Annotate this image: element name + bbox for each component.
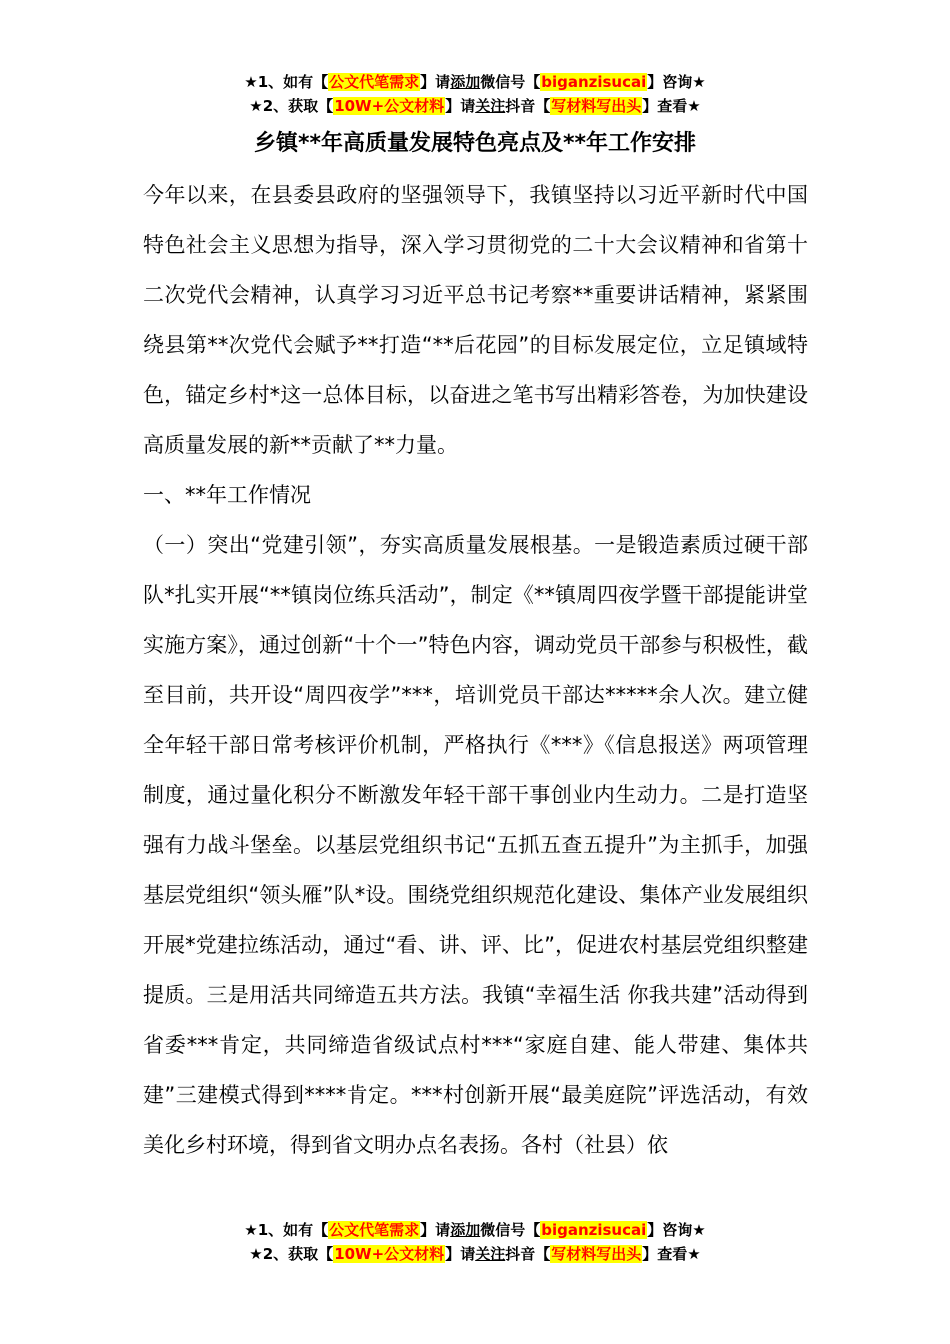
- promo-text: 】咨询★: [647, 1221, 706, 1239]
- promo-line-2: [0, 94, 950, 118]
- promo-underlined: 添加: [450, 1221, 481, 1239]
- promo-text: ★2、获取【: [249, 1245, 334, 1263]
- promo-douyin-id: 写材料写出头: [551, 97, 642, 115]
- promo-text: 抖音【: [505, 1245, 551, 1263]
- promo-text: 】请: [420, 73, 451, 91]
- promo-underlined: 添加: [450, 73, 481, 91]
- section-heading: 一、**年工作情况: [143, 483, 311, 507]
- document-body: [143, 170, 808, 1170]
- promo-underlined: 关注: [475, 1245, 506, 1263]
- promo-text: 抖音【: [505, 97, 551, 115]
- promo-douyin-id: 写材料写出头: [551, 1245, 642, 1263]
- promo-highlight: 10W+公文材料: [334, 97, 445, 115]
- promo-highlight: 10W+公文材料: [334, 1245, 445, 1263]
- promo-wechat-id: biganzisucai: [541, 73, 647, 91]
- promo-text: 】查看★: [642, 97, 701, 115]
- promo-text: 微信号【: [480, 1221, 541, 1239]
- promo-text: 】咨询★: [647, 73, 706, 91]
- promo-text: ★1、如有【: [244, 73, 329, 91]
- promo-line-1: [0, 1218, 950, 1242]
- document-title: 乡镇**年高质量发展特色亮点及**年工作安排: [253, 131, 697, 156]
- promo-header: [0, 70, 950, 118]
- promo-text: ★2、获取【: [249, 97, 334, 115]
- promo-text: 微信号【: [480, 73, 541, 91]
- promo-wechat-id: biganzisucai: [541, 1221, 647, 1239]
- intro-paragraph: 今年以来，在县委县政府的坚强领导下，我镇坚持以习近平新时代中国特色社会主义思想为指导，深入学习贯彻党的二十大会议精神和省第十二次党代会精神，认真学习习近平总书记考察**重要讲话精神，紧紧围绕县第**次党代会赋予**打造“**后花园”的目标发展定位，立足镇域特色，锚定乡村*这一总体目标，以奋进之笔书写出精彩答卷，为加快建设高质量发展的新**贡献了**力量。: [143, 183, 808, 457]
- promo-line-1: [0, 70, 950, 94]
- promo-text: ★1、如有【: [244, 1221, 329, 1239]
- promo-line-2: [0, 1242, 950, 1266]
- promo-highlight: 公文代笔需求: [329, 1221, 420, 1239]
- promo-text: 】请: [420, 1221, 451, 1239]
- promo-text: 】请: [445, 97, 476, 115]
- section-paragraph: （一）突出“党建引领”，夯实高质量发展根基。一是锻造素质过硬干部队*扎实开展“**镇岗位练兵活动”，制定《**镇周四夜学暨干部提能讲堂实施方案》，通过创新“十个一”特色内容，调动党员干部参与积极性，截至目前，共开设“周四夜学”***，培训党员干部达*****余人次。建立健全年轻干部日常考核评价机制，严格执行《***》《信息报送》两项管理制度，通过量化积分不断激发年轻干部干事创业内生动力。二是打造坚强有力战斗堡垒。以基层党组织书记“五抓五查五提升”为主抓手，加强基层党组织“领头雁”队*设。围绕党组织规范化建设、集体产业发展组织开展*党建拉练活动，通过“看、讲、评、比”，促进农村基层党组织整建提质。三是用活共同缔造五共方法。我镇“幸福生活 你我共建”活动得到省委***肯定，共同缔造省级试点村***“家庭自建、能人带建、集体共建”三建模式得到****肯定。***村创新开展“最美庭院”评选活动，有效美化乡村环境，得到省文明办点名表扬。各村（社县）依: [143, 533, 808, 1157]
- promo-underlined: 关注: [475, 97, 506, 115]
- promo-highlight: 公文代笔需求: [329, 73, 420, 91]
- promo-footer: [0, 1218, 950, 1266]
- promo-text: 】查看★: [642, 1245, 701, 1263]
- promo-text: 】请: [445, 1245, 476, 1263]
